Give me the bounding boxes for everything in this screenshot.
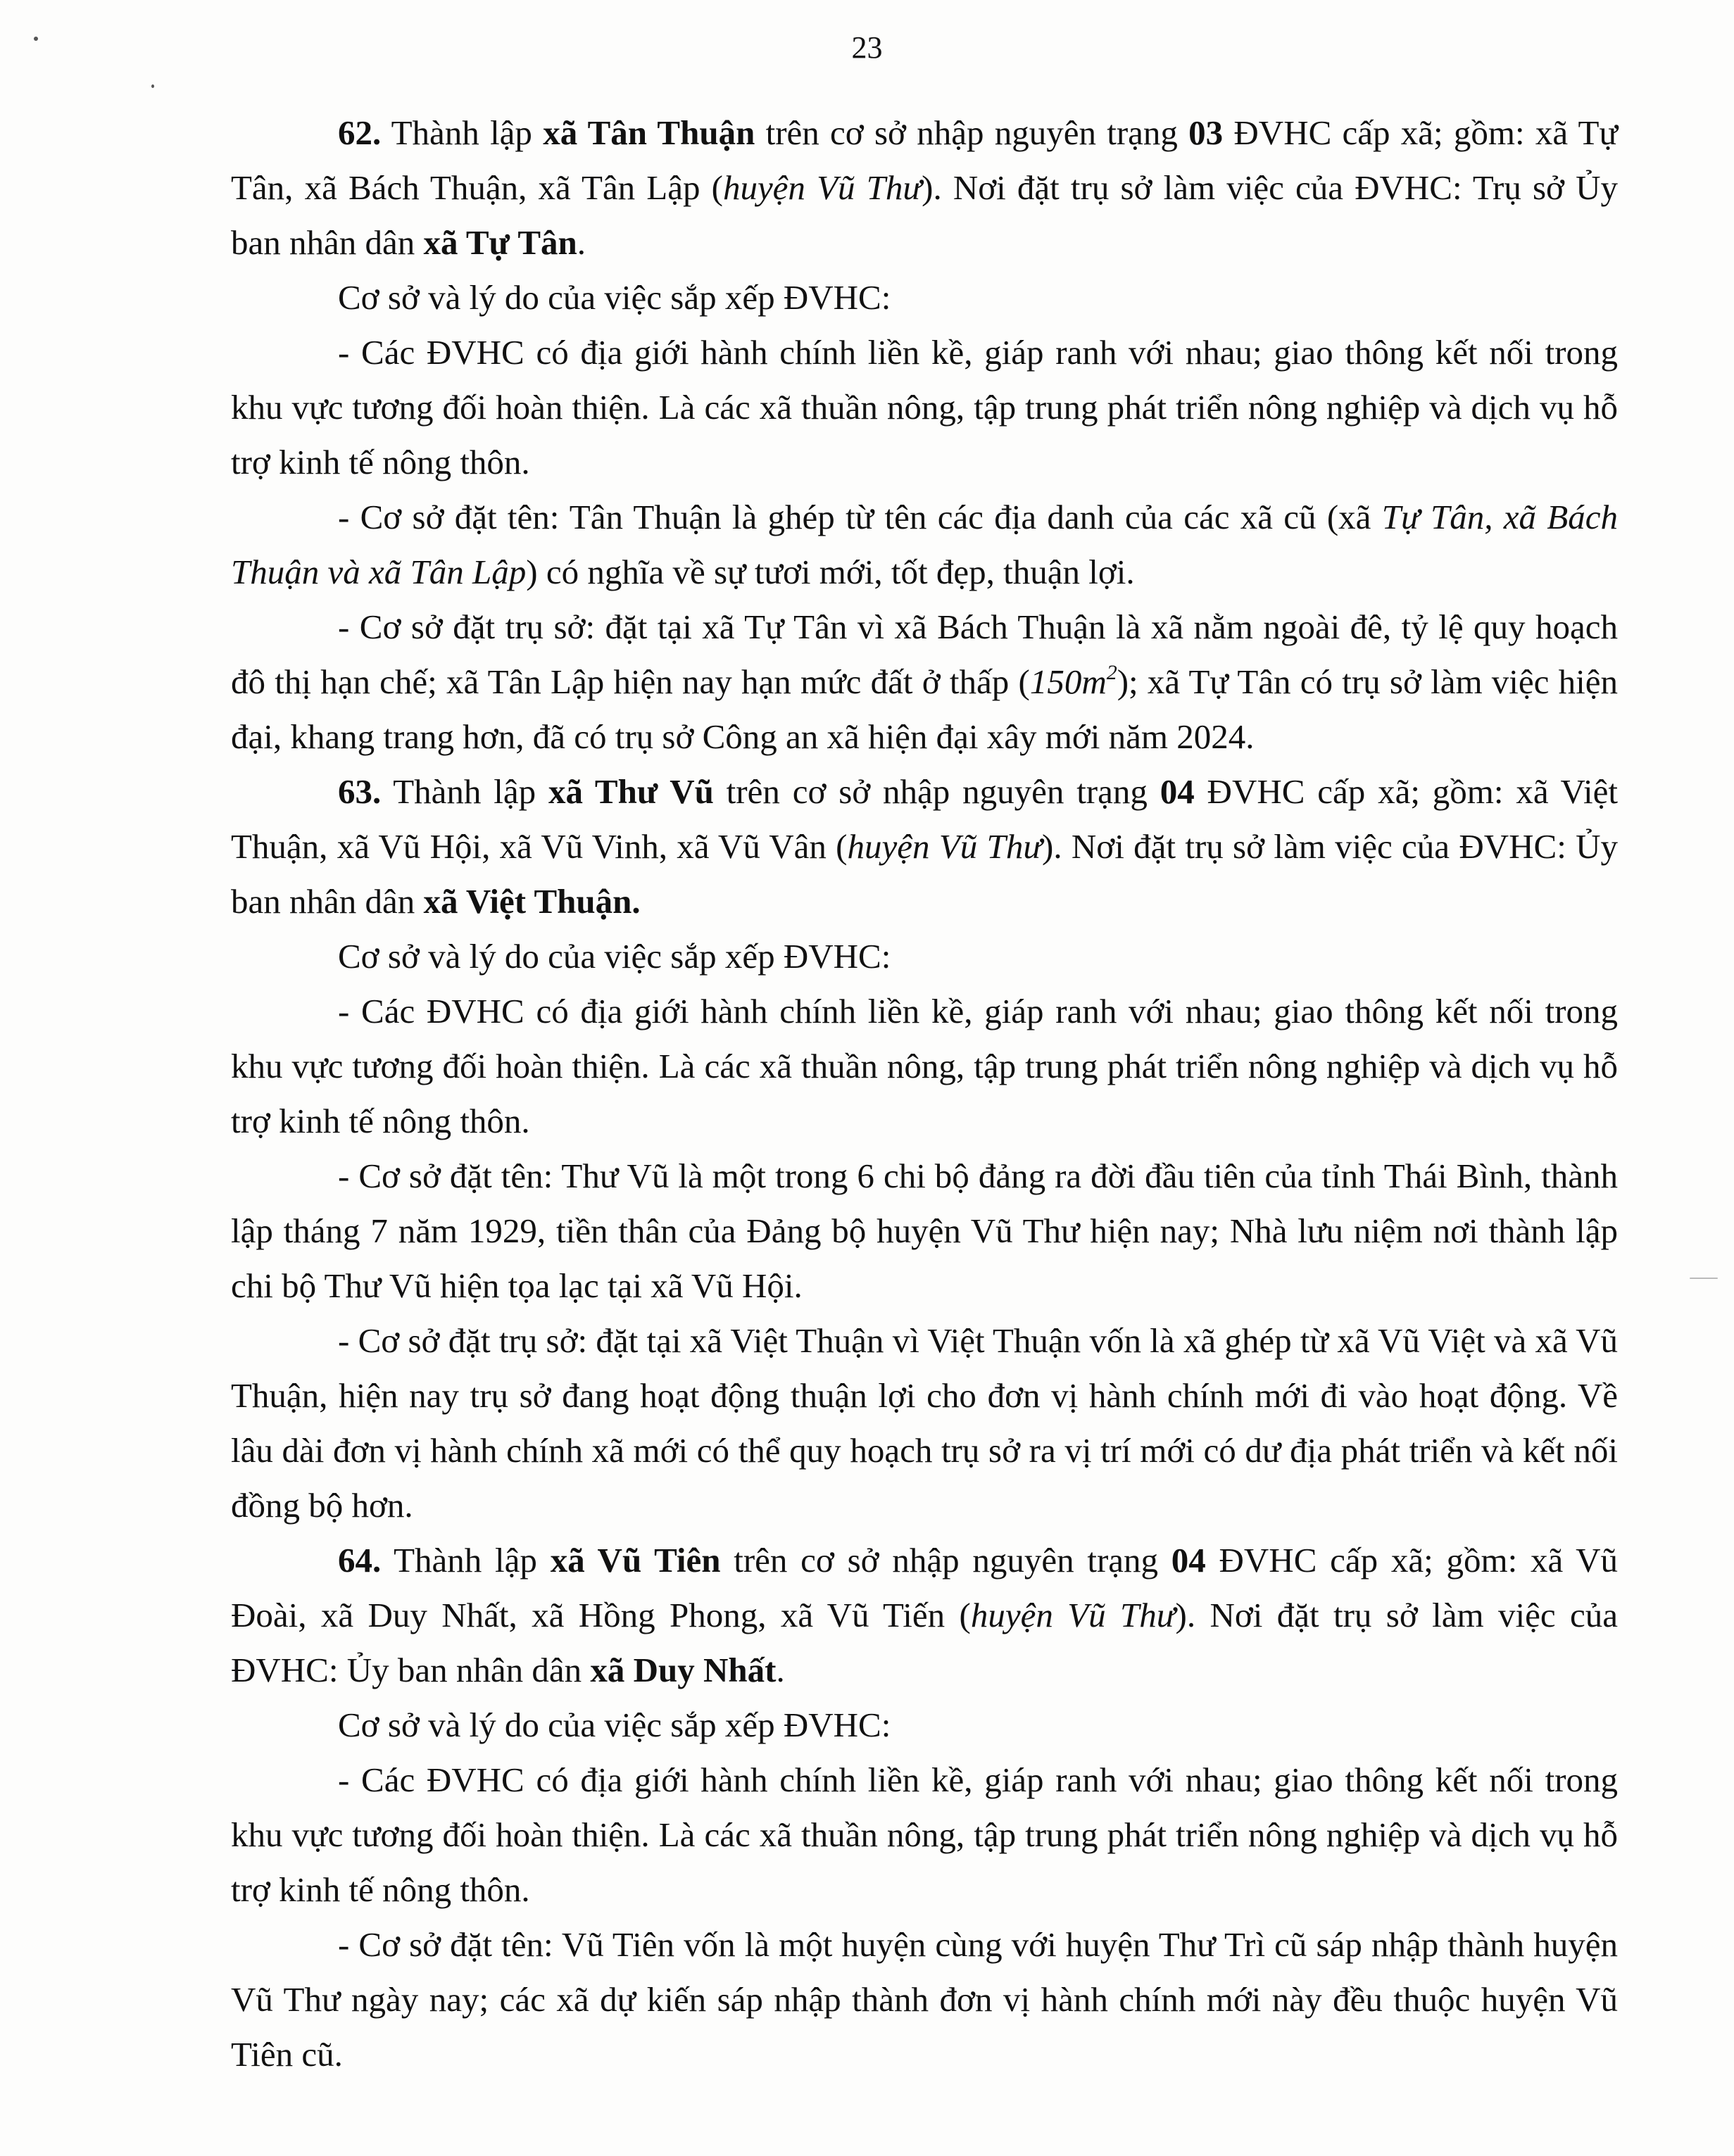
headquarters-paragraph: - Cơ sở đặt trụ sở: đặt tại xã Việt Thuận vì Việt Thuận vốn là xã ghép từ xã Vũ Việt và xã Vũ Thuận, hiện nay trụ sở đang hoạt động thuận lợi cho đơn vị hành chính mới đi vào hoạt động. Về lâu dài đơn vị hành chính xã mới có thể quy hoạch trụ sở ra vị trí mới có dư địa phát triển và kết nối đồng bộ hơn.: [231, 1321, 1618, 1525]
reason-heading: Cơ sở và lý do của việc sắp xếp ĐVHC:: [338, 278, 891, 317]
headquarters-paragraph: - Cơ sở đặt trụ sở: đặt tại xã Tự Tân vì xã Bách Thuận là xã nằm ngoài đê, tỷ lệ quy hoạch đô thị hạn chế; xã Tân Lập hiện nay hạn mức đất ở thấp $(150m^2)$; xã Tự Tân có trụ sở làm việc hiện đại, khang trang hơn, đã có trụ sở Công an xã hiện đại xây mới năm 2024.: [231, 607, 1619, 756]
section-63-intro: 63. Thành lập xã Thư Vũ trên cơ sở nhập nguyên trạng 04 ĐVHC cấp xã; gồm: xã Việt Thuận, xã Vũ Hội, xã Vũ Vinh, xã Vũ Vân (huyện Vũ Thư). Nơi đặt trụ sở làm việc của ĐVHC: Ủy ban nhân dân xã Việt Thuận.: [231, 772, 1619, 921]
district-name: huyện Vũ Thư: [722, 168, 922, 207]
scan-speck: [1690, 1278, 1718, 1279]
headquarters-name: xã Tự Tân: [423, 223, 577, 262]
scan-speck: [151, 84, 154, 88]
reason-heading: Cơ sở và lý do của việc sắp xếp ĐVHC:: [338, 1706, 891, 1744]
page-number: 23: [851, 30, 883, 65]
district-name: huyện Vũ Thư: [847, 827, 1043, 866]
commune-name: xã Vũ Tiên: [550, 1541, 721, 1580]
reason-paragraph: - Các ĐVHC có địa giới hành chính liền kề, giáp ranh với nhau; giao thông kết nối trong khu vực tương đối hoàn thiện. Là các xã thuần nông, tập trung phát triển nông nghiệp và dịch vụ hỗ trợ kinh tế nông thôn.: [231, 992, 1618, 1140]
former-communes: Tự Tân, xã Bách Thuận và xã Tân Lập: [231, 498, 1618, 591]
district-name: huyện Vũ Thư: [970, 1596, 1176, 1634]
unit-count: 04: [1160, 772, 1195, 811]
section-number: 63.: [338, 772, 382, 811]
section-number: 64.: [338, 1541, 382, 1580]
unit-count: 04: [1171, 1541, 1206, 1580]
document-body: [231, 106, 1618, 2082]
section-62-intro: 62. Thành lập xã Tân Thuận trên cơ sở nhập nguyên trạng 03 ĐVHC cấp xã; gồm: xã Tự Tân, xã Bách Thuận, xã Tân Lập (huyện Vũ Thư). Nơi đặt trụ sở làm việc của ĐVHC: Trụ sở Ủy ban nhân dân xã Tự Tân.: [231, 113, 1618, 262]
commune-name: xã Tân Thuận: [543, 113, 755, 152]
reason-heading: Cơ sở và lý do của việc sắp xếp ĐVHC:: [338, 937, 891, 976]
unit-count: 03: [1188, 113, 1224, 152]
section-number: 62.: [338, 113, 382, 152]
land-area: $150m^2$: [1029, 661, 1117, 701]
reason-paragraph: - Các ĐVHC có địa giới hành chính liền kề, giáp ranh với nhau; giao thông kết nối trong khu vực tương đối hoàn thiện. Là các xã thuần nông, tập trung phát triển nông nghiệp và dịch vụ hỗ trợ kinh tế nông thôn.: [231, 333, 1618, 481]
naming-paragraph: - Cơ sở đặt tên: Thư Vũ là một trong 6 chi bộ đảng ra đời đầu tiên của tỉnh Thái Bình, thành lập tháng 7 năm 1929, tiền thân của Đảng bộ huyện Vũ Thư hiện nay; Nhà lưu niệm nơi thành lập chi bộ Thư Vũ hiện tọa lạc tại xã Vũ Hội.: [231, 1156, 1618, 1305]
reason-paragraph: - Các ĐVHC có địa giới hành chính liền kề, giáp ranh với nhau; giao thông kết nối trong khu vực tương đối hoàn thiện. Là các xã thuần nông, tập trung phát triển nông nghiệp và dịch vụ hỗ trợ kinh tế nông thôn.: [231, 1760, 1618, 1909]
headquarters-name: xã Duy Nhất: [590, 1651, 777, 1689]
naming-paragraph: - Cơ sở đặt tên: Tân Thuận là ghép từ tên các địa danh của các xã cũ (xã Tự Tân, xã Bách Thuận và xã Tân Lập) có nghĩa về sự tươi mới, tốt đẹp, thuận lợi.: [231, 498, 1618, 591]
headquarters-name: xã Việt Thuận.: [423, 882, 641, 921]
section-64-intro: 64. Thành lập xã Vũ Tiên trên cơ sở nhập nguyên trạng 04 ĐVHC cấp xã; gồm: xã Vũ Đoài, xã Duy Nhất, xã Hồng Phong, xã Vũ Tiến (huyện Vũ Thư). Nơi đặt trụ sở làm việc của ĐVHC: Ủy ban nhân dân xã Duy Nhất.: [231, 1541, 1618, 1689]
naming-paragraph: - Cơ sở đặt tên: Vũ Tiên vốn là một huyện cùng với huyện Thư Trì cũ sáp nhập thành huyện Vũ Thư ngày nay; các xã dự kiến sáp nhập thành đơn vị hành chính mới này đều thuộc huyện Vũ Tiên cũ.: [231, 1925, 1618, 2074]
commune-name: xã Thư Vũ: [548, 772, 714, 811]
